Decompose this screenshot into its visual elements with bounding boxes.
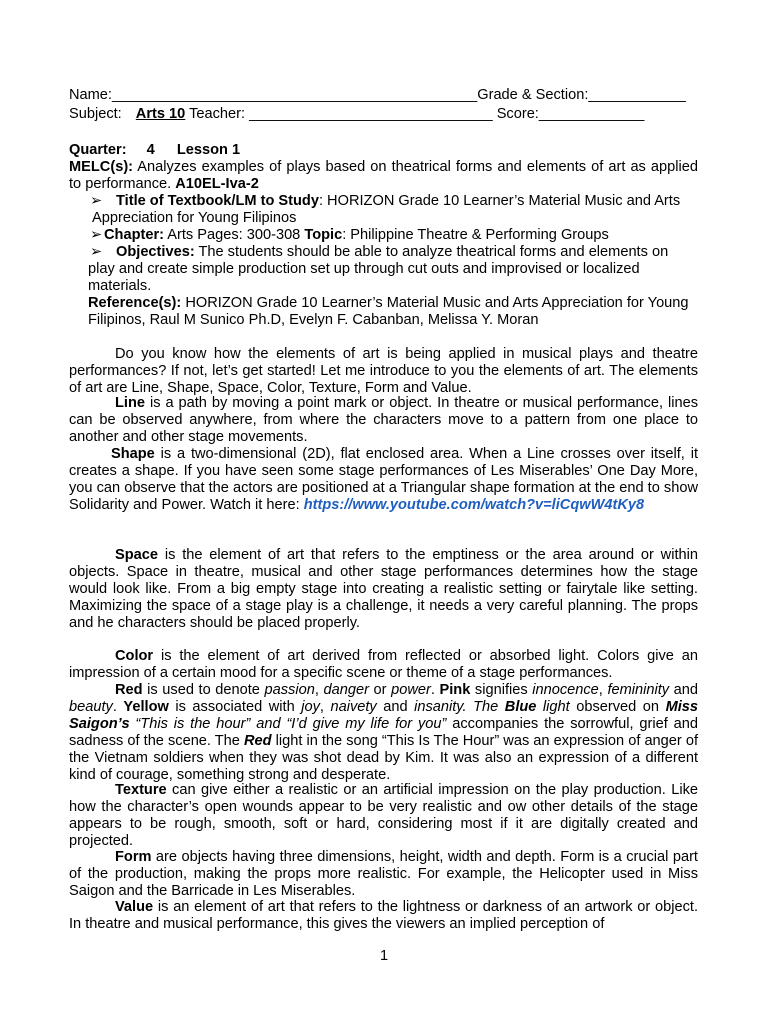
space-text: is the element of art that refers to the emptiness or the area around or within objects. Space in theatre, musical and other stage performances determines how the stage would look like. From a big empty stage into creating a realistic setting or fairytale like setting. Maximizing the space of a stage play is a challenge, it needs a very careful planning. The props and he characters should be placed properly. [69, 547, 698, 631]
red-term: Red [115, 682, 143, 698]
texture-text: can give either a realistic or an artificial impression on the play production. Like how the character’s open wounds appear to be very realistic and ow other details of the stage appears to be rough, smooth, soft or hard, considering most if it are digitally created and projected. [69, 782, 698, 849]
textbook-item [92, 193, 698, 227]
quarter-label: Quarter: [69, 142, 127, 158]
grade-blank: ____________ [588, 87, 686, 103]
chapter-item [104, 227, 609, 244]
teacher-label: Teacher: [189, 106, 246, 122]
chapter-text: Arts Pages: 300-308 [164, 227, 305, 243]
youtube-link[interactable]: https://www.youtube.com/watch?v=liCqwW4tKy8 [303, 496, 645, 513]
reference-label: Reference(s): [88, 295, 182, 311]
textbook-label: Title of Textbook/LM to Study [116, 193, 319, 209]
page-number: 1 [379, 948, 389, 964]
value-term: Value [115, 899, 154, 915]
arrowhead-bullet-icon: ➢ [90, 227, 103, 243]
reference-item [88, 295, 698, 329]
score-label: Score: [496, 106, 539, 122]
quarter-value: 4 [146, 142, 155, 158]
miss-saigon-title: Miss Saigon’s [69, 698, 699, 732]
shape-text: is a two-dimensional (2D), flat enclosed area. When a Line crosses over itself, it creates a shape. If you have seen some stage performances of Les Miserables’ One Day More, you can observe that the actors are positioned at a Triangular shape formation at the end to show Solidarity and Power. Watch it here: [69, 446, 698, 513]
line-text: is a path by moving a point mark or object. In theatre or musical performance, lines can be observed anywhere, from where the characters move to a pattern from one place to another and other stage movements. [69, 395, 698, 445]
topic-label: Topic [304, 227, 343, 243]
arrowhead-bullet-icon: ➢ [90, 244, 103, 260]
color-meanings-paragraph: Red is used to denote passion, danger or power. Pink signifies innocence, femininity and beauty. Yellow is associated with joy, naivety and insanity. The Blue light observed on Miss Saigon’s “This is the hour” and “I’d give my life for you” accompanies the sorrowful, grief and sadness of the scene. The Red light in the song “This Is The Hour” was an expression of anger of the Vietnam soldiers when they was shot dead by Kim. It was also an expression of a different kind of courage, something strong and desperate. [69, 682, 699, 783]
melc-text: Analyzes examples of plays based on theatrical forms and elements of art as applied to performance. [69, 159, 698, 192]
shape-paragraph [69, 446, 698, 514]
lesson-label: Lesson 1 [176, 142, 241, 158]
objectives-item [88, 244, 698, 295]
melc-paragraph [69, 159, 698, 193]
intro-paragraph [69, 346, 698, 397]
score-blank: _____________ [538, 106, 645, 122]
arrowhead-bullet-icon: ➢ [90, 193, 103, 209]
name-line [69, 87, 686, 104]
shape-term: Shape [111, 446, 155, 462]
value-text: is an element of art that refers to the lightness or darkness of an artwork or object. In theatre and musical performance, this gives the viewers an implied perception of [69, 899, 698, 932]
space-term: Space [115, 547, 158, 563]
subject-value: Arts 10 [135, 106, 186, 122]
line-paragraph [69, 395, 698, 446]
form-paragraph [69, 849, 698, 900]
topic-text: : Philippine Theatre & Performing Groups [342, 227, 609, 243]
red-light-term: Red [243, 732, 272, 749]
subject-label: Subject: [69, 106, 122, 122]
space-paragraph [69, 547, 698, 632]
objectives-label: Objectives: [116, 244, 195, 260]
value-paragraph [69, 899, 698, 933]
yellow-term: Yellow [123, 698, 169, 715]
texture-term: Texture [115, 782, 167, 798]
pink-term: Pink [439, 682, 471, 698]
texture-paragraph [69, 782, 698, 850]
textbook-text: : HORIZON Grade 10 Learner’s Material Music and Arts Appreciation for Young Filipinos [92, 193, 681, 226]
melc-label: MELC(s): [69, 159, 134, 175]
color-text: is the element of art derived from reflected or absorbed light. Colors give an impression of a certain mood for a specific scene or theme of a stage performances. [69, 648, 698, 681]
chapter-label: Chapter: [104, 227, 164, 243]
color-paragraph [69, 648, 698, 682]
name-label: Name: [69, 87, 112, 103]
objectives-text: The students should be able to analyze theatrical forms and elements on play and create simple production set up through cut outs and improvised or localized materials. [88, 244, 669, 294]
melc-code: A10EL-Iva-2 [175, 175, 259, 192]
grade-label: Grade & Section: [477, 87, 589, 103]
name-blank: _____________________________________________ [111, 87, 478, 103]
form-text: are objects having three dimensions, height, width and depth. Form is a crucial part of the production, making the props more realistic. For example, the Helicopter used in Miss Saigon and the Barricade in Les Miserables. [69, 849, 698, 899]
teacher-blank: ______________________________ [249, 106, 493, 122]
blue-term: Blue [504, 698, 537, 715]
intro-text: Do you know how the elements of art is being applied in musical plays and theatre performances? If not, let’s get started! Let me introduce to you the elements of art. The elements of art are Line, Shape, Space, Color, Texture, Form and Value. [69, 346, 698, 396]
subject-line [69, 106, 644, 123]
line-term: Line [115, 395, 145, 411]
quarter-line [69, 142, 240, 159]
form-term: Form [115, 849, 152, 865]
color-term: Color [115, 648, 154, 664]
reference-text: HORIZON Grade 10 Learner’s Material Music and Arts Appreciation for Young Filipinos, Raul M Sunico Ph.D, Evelyn F. Cabanban, Melissa Y. Moran [88, 295, 689, 328]
